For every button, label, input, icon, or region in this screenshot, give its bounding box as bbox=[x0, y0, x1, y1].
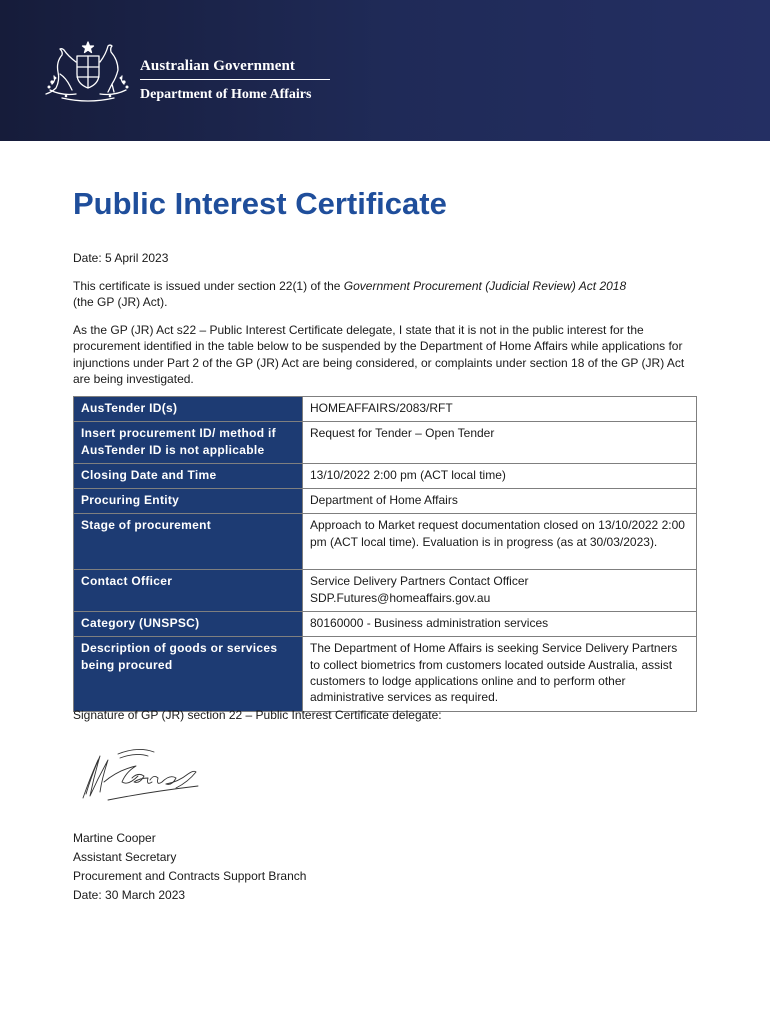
table-row bbox=[74, 570, 697, 612]
row-label: Category (UNSPSC) bbox=[74, 612, 303, 637]
table-row bbox=[74, 612, 697, 637]
contact-officer-title: Service Delivery Partners Contact Officer bbox=[310, 574, 529, 589]
intro-text-start: This certificate is issued under section 22(1) of the bbox=[73, 279, 344, 293]
department-name: Department of Home Affairs bbox=[140, 87, 312, 102]
intro-text-end: (the GP (JR) Act). bbox=[73, 295, 168, 310]
table-row bbox=[74, 637, 697, 711]
signatory-block bbox=[73, 829, 306, 905]
signatory-branch: Procurement and Contracts Support Branch bbox=[73, 869, 307, 883]
handwritten-signature bbox=[78, 742, 208, 806]
row-label: Insert procurement ID/ method if AusTender ID is not applicable bbox=[74, 422, 303, 464]
table-row bbox=[74, 397, 697, 422]
signatory-name: Martine Cooper bbox=[73, 831, 156, 845]
procurement-details-table bbox=[73, 396, 697, 712]
table-row bbox=[74, 489, 697, 514]
row-value: Department of Home Affairs bbox=[303, 489, 697, 514]
row-value: Approach to Market request documentation closed on 13/10/2022 2:00 pm (ACT local time). Evaluation is in progress (as at 30/03/2023). bbox=[303, 514, 697, 570]
row-label: Procuring Entity bbox=[74, 489, 303, 514]
row-value: Request for Tender – Open Tender bbox=[303, 422, 697, 464]
signature-label: Signature of GP (JR) section 22 – Public Interest Certificate delegate: bbox=[73, 708, 442, 722]
header-divider bbox=[140, 79, 330, 80]
certificate-date: Date: 5 April 2023 bbox=[73, 251, 169, 265]
row-value bbox=[303, 570, 697, 612]
intro-paragraph bbox=[73, 278, 698, 311]
statement-paragraph: As the GP (JR) Act s22 – Public Interest Certificate delegate, I state that it is not in the public interest for the procurement identified in the table below to be suspended by the Department of Home Affairs while applications for injunctions under Part 2 of the GP (JR) Act are being considered, or complaints under section 18 of the GP (JR) Act are being investigated. bbox=[73, 323, 685, 386]
table-row bbox=[74, 422, 697, 464]
government-name: Australian Government bbox=[140, 58, 296, 74]
table-row bbox=[74, 463, 697, 488]
table-row bbox=[74, 514, 697, 570]
contact-email: SDP.Futures@homeaffairs.gov.au bbox=[310, 590, 491, 605]
page-title: Public Interest Certificate bbox=[73, 186, 447, 221]
row-label: Closing Date and Time bbox=[74, 463, 303, 488]
row-value: 80160000 - Business administration services bbox=[303, 612, 697, 637]
row-label: AusTender ID(s) bbox=[74, 397, 303, 422]
page-header-banner bbox=[0, 0, 770, 141]
row-value: HOMEAFFAIRS/2083/RFT bbox=[303, 397, 697, 422]
signature-date: Date: 30 March 2023 bbox=[73, 888, 186, 902]
row-value: 13/10/2022 2:00 pm (ACT local time) bbox=[303, 463, 697, 488]
row-label: Stage of procurement bbox=[74, 514, 303, 570]
row-label: Description of goods or services being procured bbox=[74, 637, 303, 711]
row-value: The Department of Home Affairs is seeking Service Delivery Partners to collect biometrics from customers located outside Australia, assist customers to lodge applications online and to perform other administrative services as required. bbox=[303, 637, 697, 711]
signatory-position: Assistant Secretary bbox=[73, 850, 177, 864]
coat-of-arms-logo bbox=[42, 40, 134, 106]
row-label: Contact Officer bbox=[74, 570, 303, 612]
act-name: Government Procurement (Judicial Review) Act 2018 bbox=[343, 279, 627, 293]
